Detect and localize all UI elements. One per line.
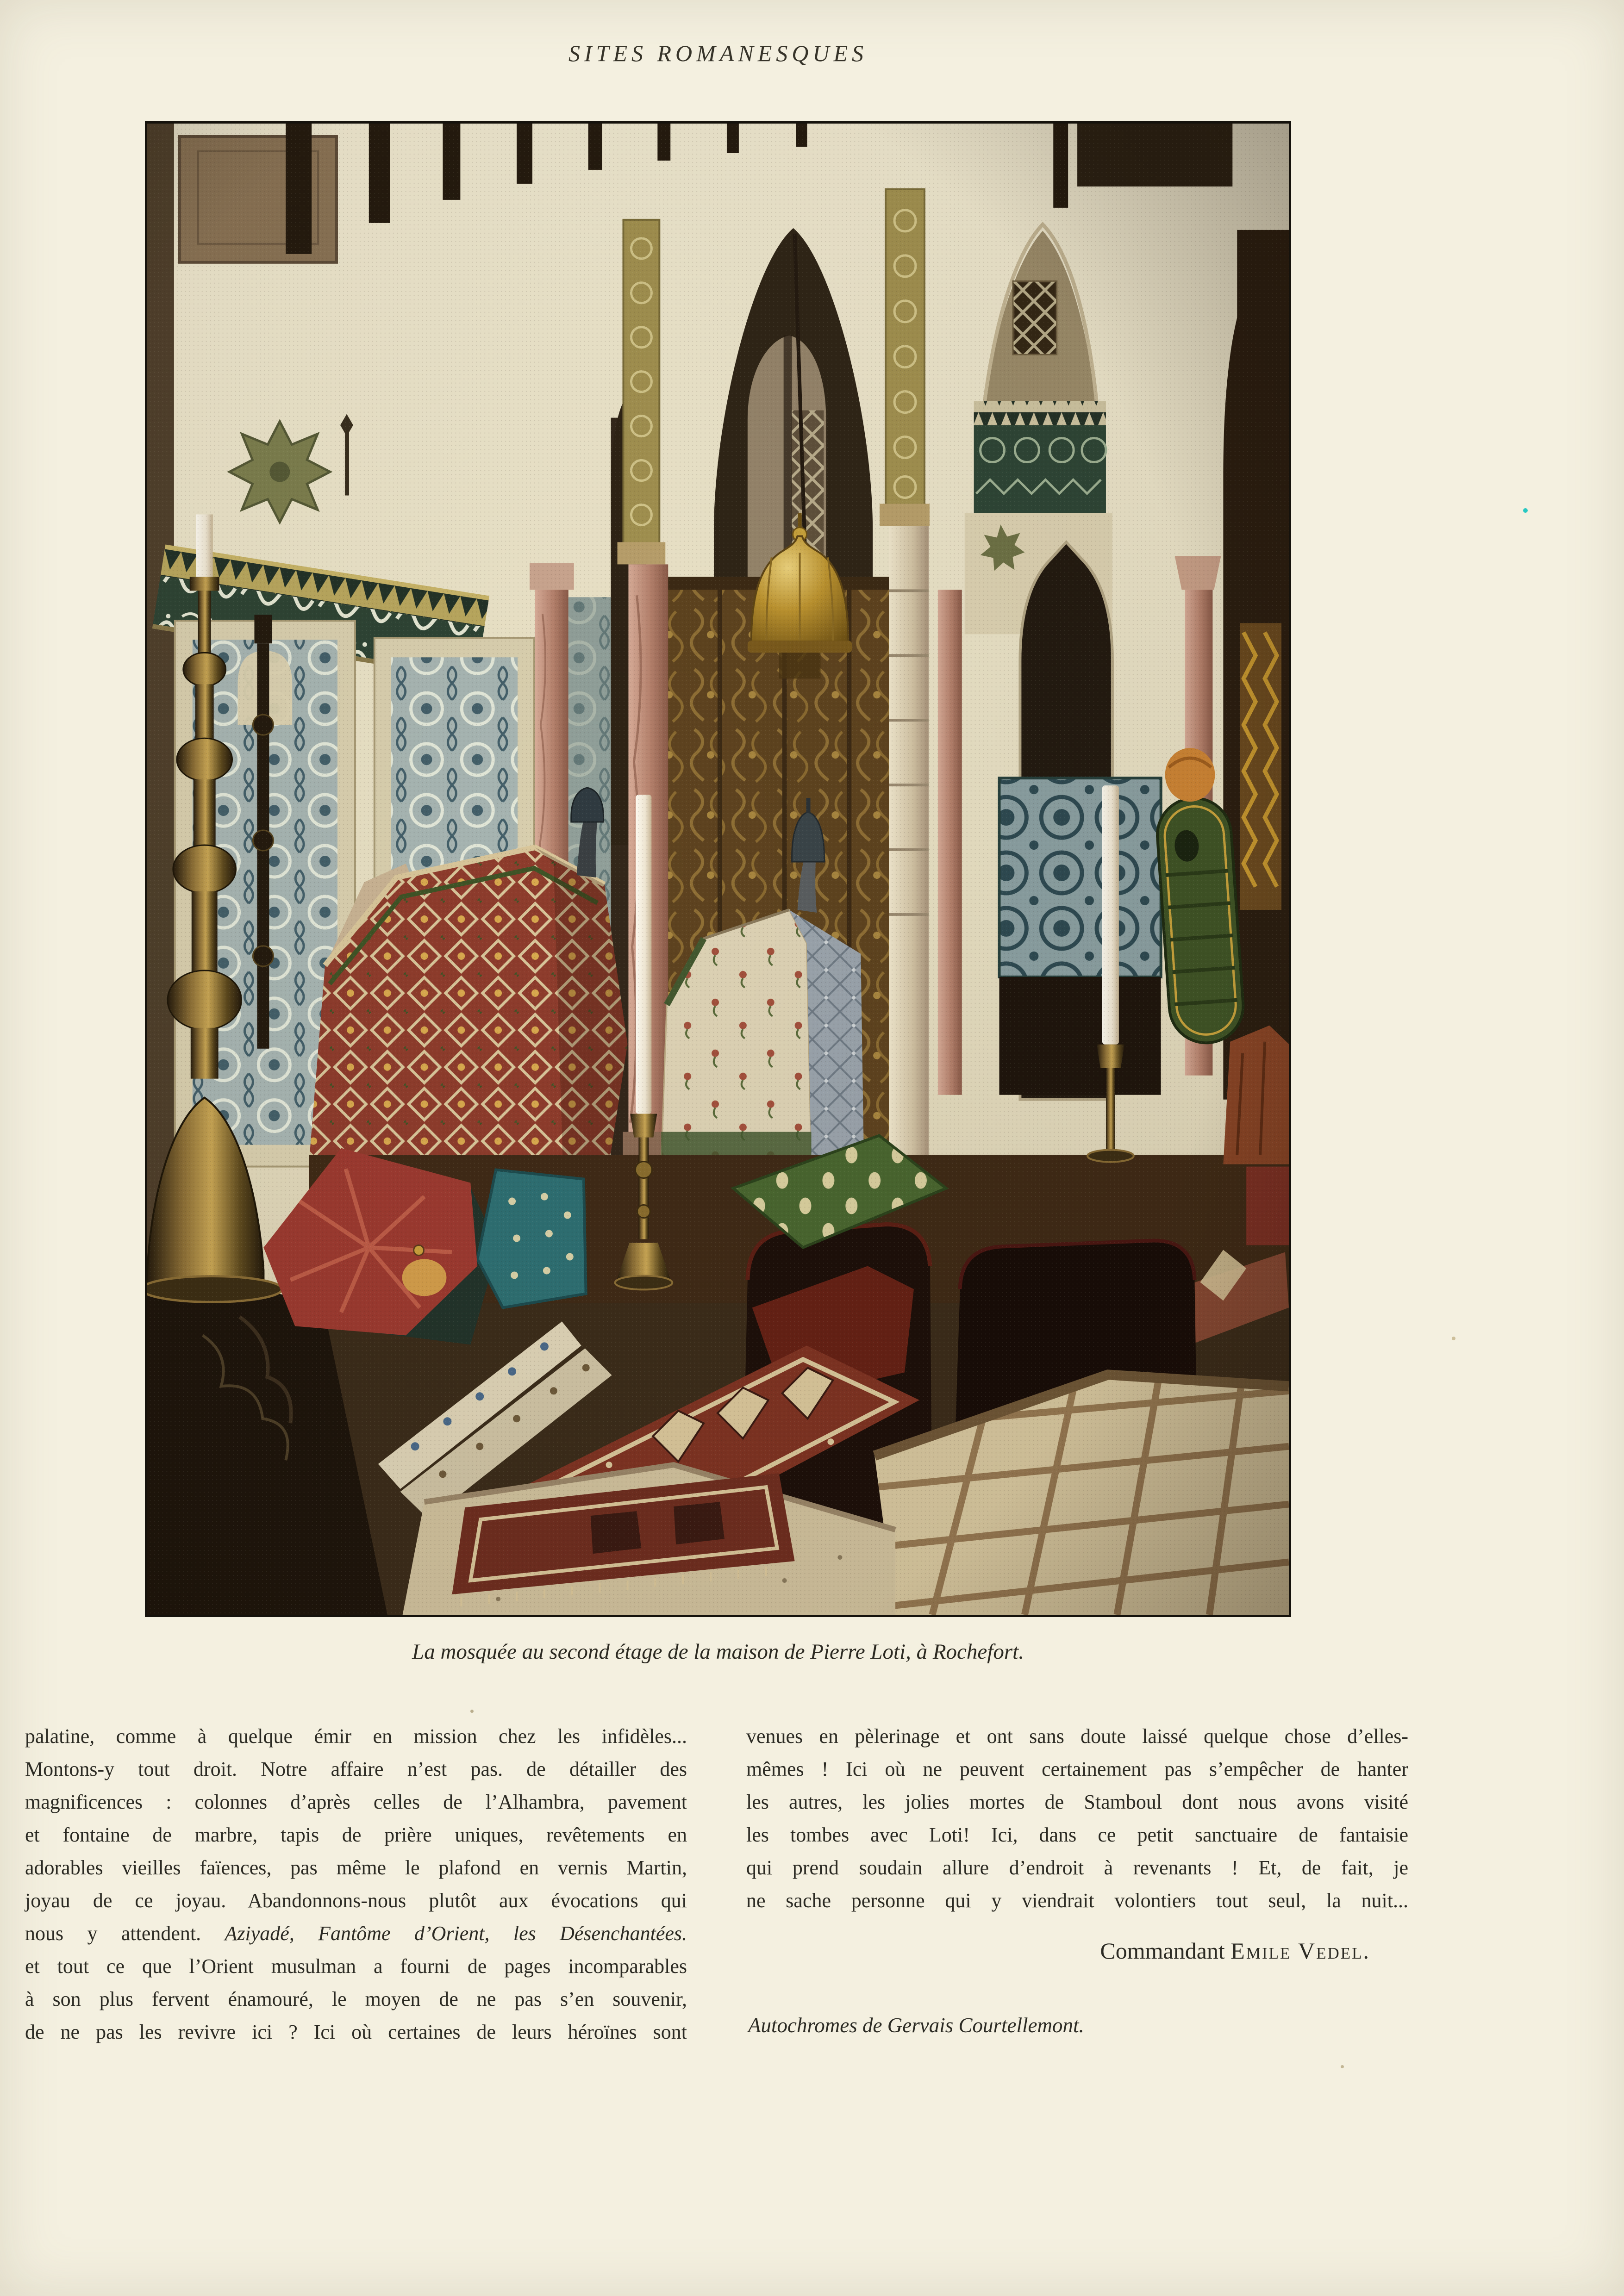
- scan-speck: [1523, 508, 1528, 513]
- text-line: joyau de ce joyau. Abandonnons-nous plutôt aux évocations qui: [25, 1889, 687, 1912]
- text-line: Montons-y tout droit. Notre affaire n’est pas. de détailler des: [25, 1758, 687, 1780]
- photo-frame: [145, 121, 1291, 1617]
- signature-prefix: Commandant: [1100, 1938, 1231, 1964]
- text-line: et tout ce que l’Orient musulman a fourni de pages incomparables: [25, 1955, 687, 1978]
- text-line: les tombes avec Loti! Ici, dans ce petit sanctuaire de fantaisie: [746, 1823, 1408, 1846]
- text-line: de ne pas les revivre ici ? Ici où certaines de leurs héroïnes sont: [25, 2021, 687, 2043]
- author-signature: [746, 1937, 1370, 1964]
- scan-speck: [1341, 2065, 1344, 2068]
- signature-name: Emile Vedel.: [1230, 1938, 1370, 1964]
- text-line: mêmes ! Ici où ne peuvent certainement pas s’empêcher de hanter: [746, 1758, 1408, 1780]
- text-line: venues en pèlerinage et ont sans doute laissé quelque chose d’elles-: [746, 1725, 1408, 1748]
- page-title: SITES ROMANESQUES: [568, 40, 868, 66]
- text-line: palatine, comme à quelque émir en mission chez les infidèles...: [25, 1725, 687, 1748]
- text-line: les autres, les jolies mortes de Stamboul dont nous avons visité: [746, 1791, 1408, 1813]
- article-column-left: [25, 1720, 687, 2048]
- mosque-photo-illustration: [147, 124, 1289, 1615]
- article-column-right: [746, 1720, 1408, 1917]
- scan-speck: [470, 1710, 474, 1713]
- photo-credit: Autochromes de Gervais Courtellemont.: [748, 2014, 1084, 2037]
- vignette: [147, 124, 1289, 1615]
- text-line: magnificences : colonnes d’après celles de l’Alhambra, pavement: [25, 1791, 687, 1813]
- text-line: adorables vieilles faïences, pas même le plafond en vernis Martin,: [25, 1856, 687, 1879]
- text-line: et fontaine de marbre, tapis de prière uniques, revêtements en: [25, 1823, 687, 1846]
- photo-caption: La mosquée au second étage de la maison de Pierre Loti, à Rochefort.: [412, 1640, 1024, 1664]
- text-line: à son plus fervent énamouré, le moyen de ne pas s’en souvenir,: [25, 1988, 687, 2010]
- text-line: nous y attendent. Aziyadé, Fantôme d’Orient, les Désenchantées.: [25, 1922, 687, 1945]
- text-line: qui prend soudain allure d’endroit à revenants ! Et, de fait, je: [746, 1856, 1408, 1879]
- text-line: ne sache personne qui y viendrait volontiers tout seul, la nuit...: [746, 1889, 1408, 1912]
- scan-speck: [1452, 1337, 1455, 1340]
